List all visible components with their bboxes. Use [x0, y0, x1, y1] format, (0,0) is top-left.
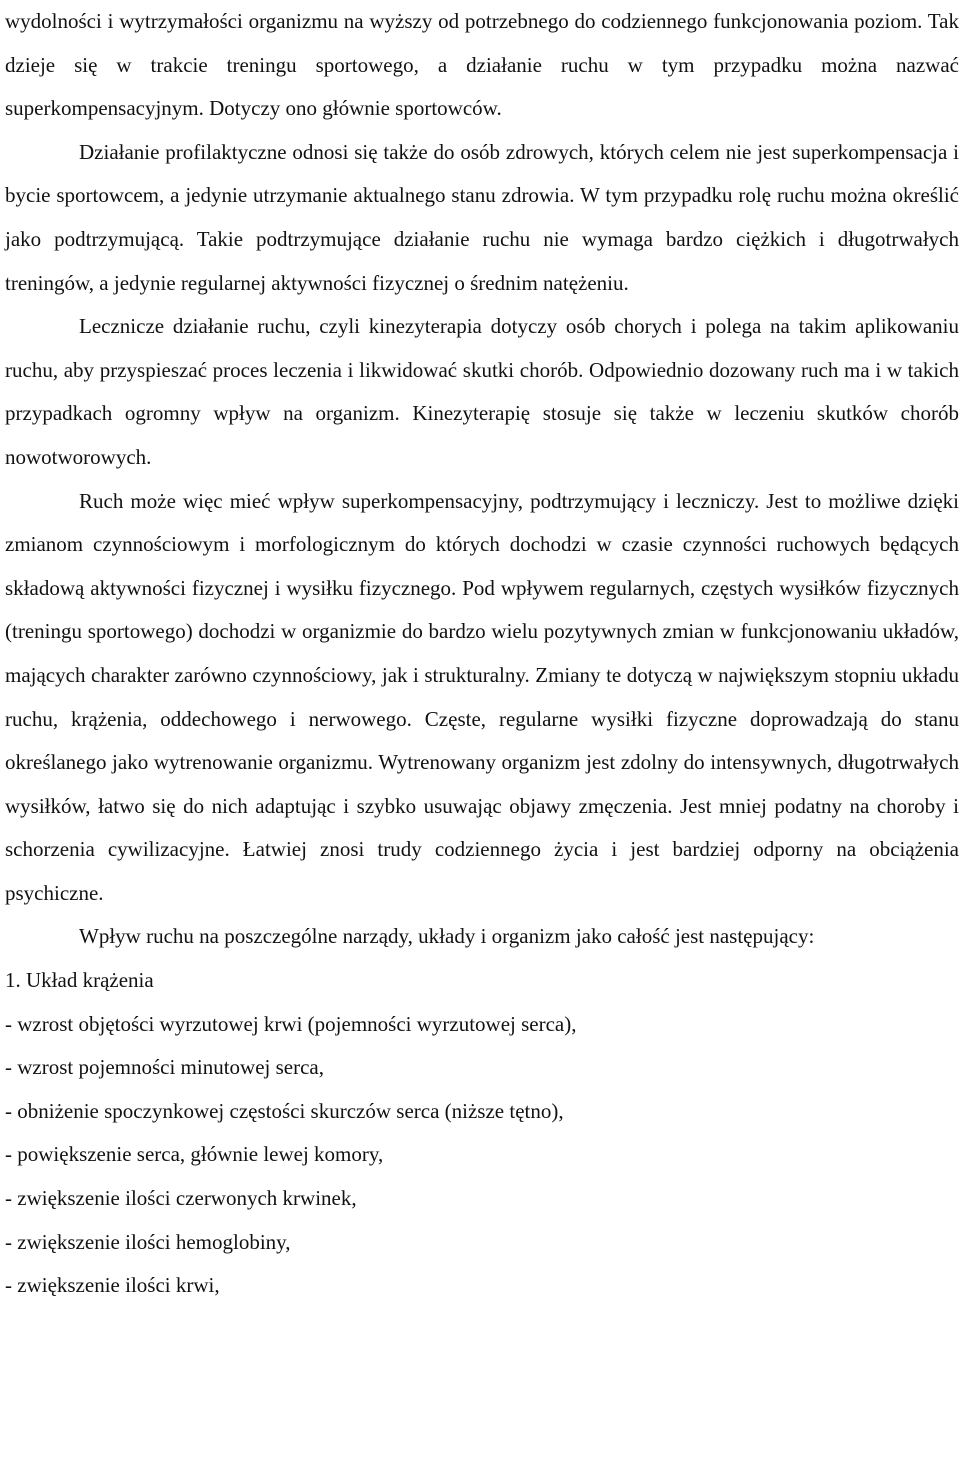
paragraph-training-effects: Ruch może więc mieć wpływ superkompensacyjny, podtrzymujący i leczniczy. Jest to możliwe dzięki zmianom czynnościowym i morfologicznym do których dochodzi w czasie czynności ruchowych będących składową aktywności fizycznej i wysiłku fizycznego. Pod wpływem regularnych, częstych wysiłków fizycznych (treningu sportowego) dochodzi w organizmie do bardzo wielu pozytywnych zmian w funkcjonowaniu układów, mających charakter zarówno czynnościowy, jak i strukturalny. Zmiany te dotyczą w największym stopniu układu ruchu, krążenia, oddechowego i nerwowego. Częste, regularne wysiłki fizyczne doprowadzają do stanu określanego jako wytrenowanie organizmu. Wytrenowany organizm jest zdolny do intensywnych, długotrwałych wysiłków, łatwo się do nich adaptując i szybko usuwając objawy zmęczenia. Jest mniej podatny na choroby i schorzenia cywilizacyjne. Łatwiej znosi trudy codziennego życia i jest bardziej odporny na obciążenia psychiczne.: [5, 488, 959, 905]
section-heading-circulatory-system: 1. Układ krążenia: [5, 968, 154, 993]
paragraph-impact-intro: Wpływ ruchu na poszczególne narządy, układy i organizm jako całość jest następujący:: [79, 924, 815, 949]
list-item: - wzrost objętości wyrzutowej krwi (pojemności wyrzutowej serca),: [5, 1011, 577, 1036]
list-item: - wzrost pojemności minutowej serca,: [5, 1055, 324, 1080]
document-page: [5, 0, 959, 1308]
list-item: - powiększenie serca, głównie lewej komory,: [5, 1142, 384, 1167]
list-item: - obniżenie spoczynkowej częstości skurczów serca (niższe tętno),: [5, 1098, 564, 1123]
circulatory-effects-list: [5, 1003, 959, 1308]
list-item: - zwiększenie ilości hemoglobiny,: [5, 1229, 291, 1254]
list-item: - zwiększenie ilości czerwonych krwinek,: [5, 1186, 357, 1211]
paragraph-therapeutic-action: Lecznicze działanie ruchu, czyli kinezyterapia dotyczy osób chorych i polega na takim aplikowaniu ruchu, aby przyspieszać proces leczenia i likwidować skutki chorób. Odpowiednio dozowany ruch ma i w takich przypadkach ogromny wpływ na organizm. Kinezyterapię stosuje się także w leczeniu skutków chorób nowotworowych.: [5, 314, 959, 469]
paragraph-prophylactic-action: Działanie profilaktyczne odnosi się także do osób zdrowych, których celem nie jest superkompensacja i bycie sportowcem, a jedynie utrzymanie aktualnego stanu zdrowia. W tym przypadku rolę ruchu można określić jako podtrzymującą. Takie podtrzymujące działanie ruchu nie wymaga bardzo ciężkich i długotrwałych treningów, a jedynie regularnej aktywności fizycznej o średnim natężeniu.: [5, 139, 959, 295]
list-item: - zwiększenie ilości krwi,: [5, 1273, 220, 1298]
paragraph-continuation: wydolności i wytrzymałości organizmu na wyższy od potrzebnego do codziennego funkcjonowania poziom. Tak dzieje się w trakcie treningu sportowego, a działanie ruchu w tym przypadku można nazwać superkompensacyjnym. Dotyczy ono głównie sportowców.: [5, 9, 959, 121]
